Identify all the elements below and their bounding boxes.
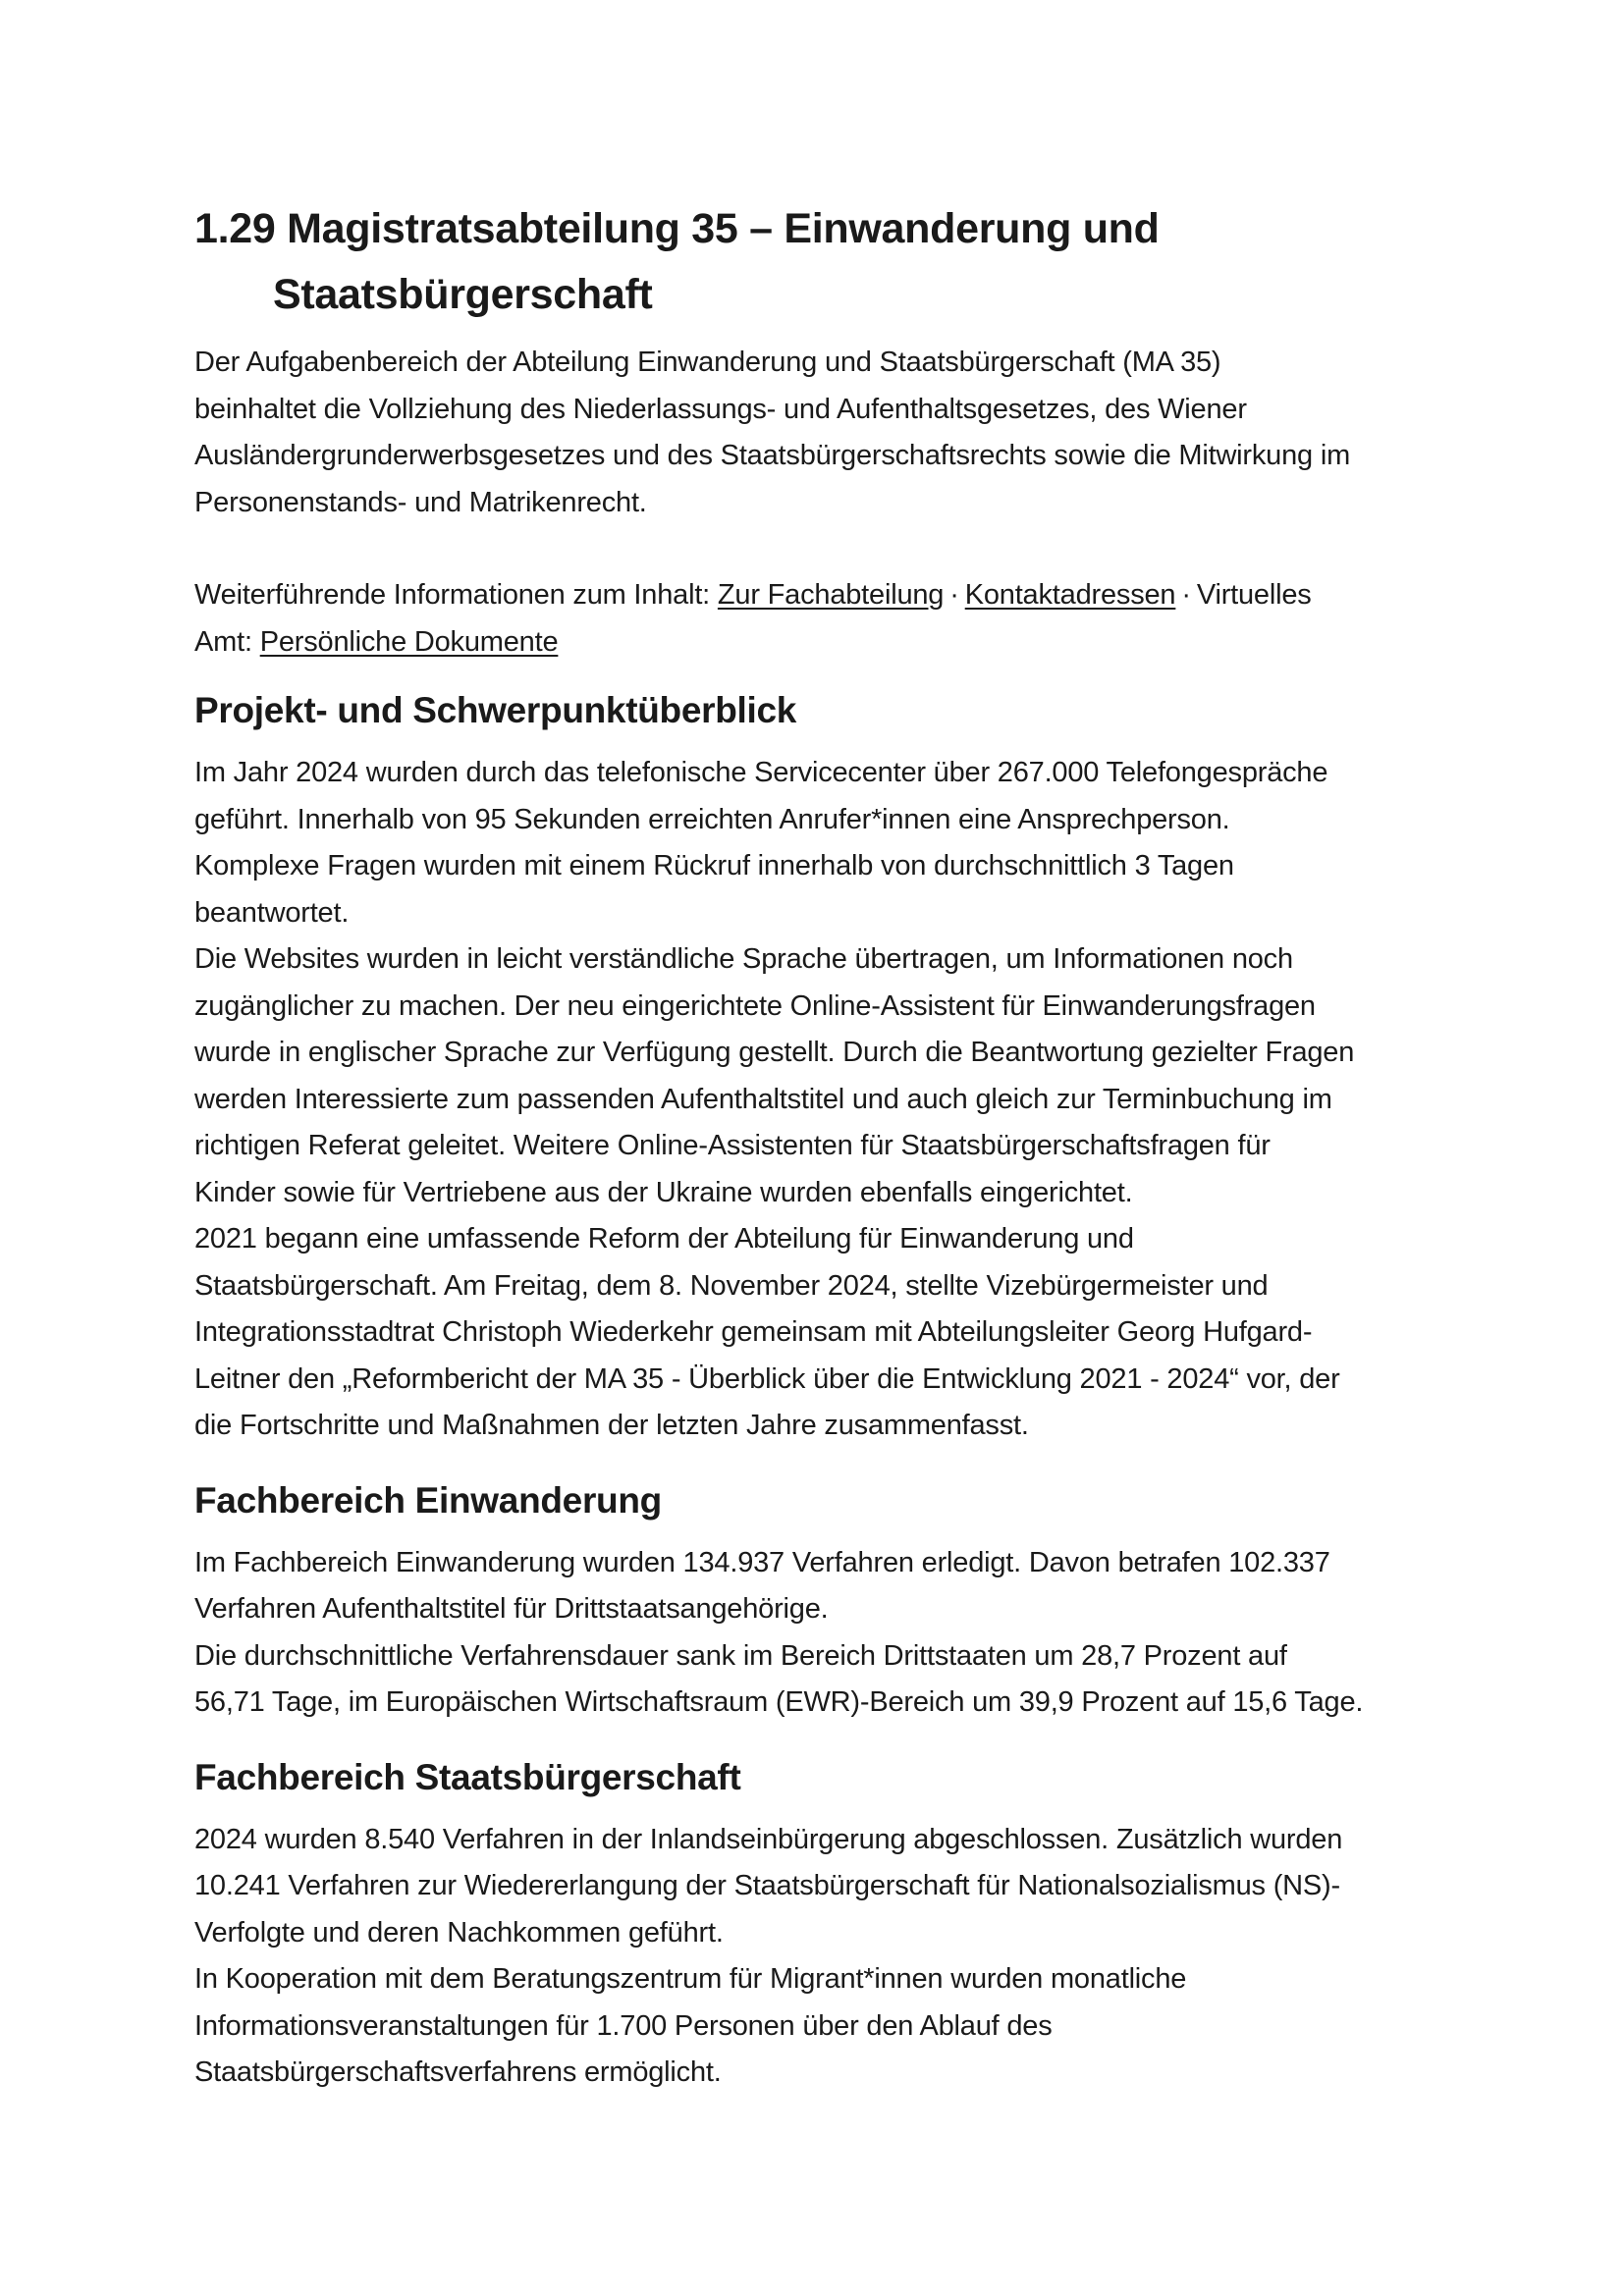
- citizenship-line: Staatsbürgerschaftsverfahrens ermöglicht.: [194, 2056, 722, 2088]
- overview-line: zugänglicher zu machen. Der neu eingerichtete Online-Assistent für Einwanderungsfragen: [194, 989, 1316, 1022]
- overview-line: beantwortet.: [194, 896, 350, 929]
- document-page: [194, 196, 1441, 2097]
- separator-dot: ·: [949, 579, 959, 611]
- overview-line: Die Websites wurden in leicht verständliche Sprache übertragen, um Informationen noch: [194, 943, 1293, 975]
- intro-line: beinhaltet die Vollziehung des Niederlassungs- und Aufenthaltsgesetzes, des Wiener: [194, 393, 1247, 425]
- further-info-amt: Amt:: [194, 625, 252, 658]
- further-info-line-1: [194, 572, 1441, 619]
- overview-line: Kinder sowie für Vertriebene aus der Ukraine wurden ebenfalls eingerichtet.: [194, 1176, 1133, 1208]
- overview-line: Leitner den „Reformbericht der MA 35 - Überblick über die Entwicklung 2021 - 2024“ vor, der: [194, 1362, 1340, 1395]
- link-persoenliche-dokumente[interactable]: Persönliche Dokumente: [259, 625, 559, 658]
- further-info-line-2: [194, 619, 1441, 667]
- overview-line: richtigen Referat geleitet. Weitere Online-Assistenten für Staatsbürgerschaftsfragen für: [194, 1130, 1271, 1161]
- overview-line: geführt. Innerhalb von 95 Sekunden erreichten Anrufer*innen eine Ansprechperson.: [194, 803, 1230, 835]
- citizenship-line: Verfolgte und deren Nachkommen geführt.: [194, 1916, 724, 1949]
- section-title-citizenship: Fachbereich Staatsbürgerschaft: [194, 1756, 741, 1797]
- citizenship-line: Informationsveranstaltungen für 1.700 Personen über den Ablauf des: [194, 2009, 1053, 2042]
- overview-line: Komplexe Fragen wurden mit einem Rückruf innerhalb von durchschnittlich 3 Tagen: [194, 850, 1234, 881]
- intro-line: Ausländergrunderwerbsgesetzes und des Staatsbürgerschaftsrechts sowie die Mitwirkung im: [194, 440, 1351, 471]
- immigration-line: Die durchschnittliche Verfahrensdauer sank im Bereich Drittstaaten um 28,7 Prozent auf: [194, 1639, 1287, 1672]
- immigration-line: Im Fachbereich Einwanderung wurden 134.937 Verfahren erledigt. Davon betrafen 102.337: [194, 1546, 1330, 1578]
- overview-line: Staatsbürgerschaft. Am Freitag, dem 8. November 2024, stellte Vizebürgermeister und: [194, 1269, 1269, 1302]
- intro-line: Personenstands- und Matrikenrecht.: [194, 486, 647, 518]
- immigration-line: Verfahren Aufenthaltstitel für Drittstaatsangehörige.: [194, 1593, 829, 1625]
- link-zur-fachabteilung[interactable]: Zur Fachabteilung: [717, 579, 945, 611]
- title-line-1: Magistratsabteilung 35 – Einwanderung und: [287, 205, 1160, 252]
- link-kontaktadressen[interactable]: Kontaktadressen: [964, 579, 1176, 611]
- overview-line: die Fortschritte und Maßnahmen der letzten Jahre zusammenfasst.: [194, 1410, 1029, 1441]
- separator-dot: ·: [1181, 579, 1191, 611]
- overview-line: 2021 begann eine umfassende Reform der Abteilung für Einwanderung und: [194, 1223, 1134, 1255]
- intro-paragraph: [194, 340, 1441, 526]
- title-line-2: Staatsbürgerschaft: [273, 271, 653, 318]
- immigration-line: 56,71 Tage, im Europäischen Wirtschaftsraum (EWR)-Bereich um 39,9 Prozent auf 15,6 Tage.: [194, 1686, 1364, 1718]
- citizenship-paragraph: [194, 1817, 1441, 2097]
- further-info-suffix: Virtuelles: [1196, 579, 1312, 611]
- overview-line: Im Jahr 2024 wurden durch das telefonische Servicecenter über 267.000 Telefongespräche: [194, 757, 1328, 788]
- further-info-prefix: Weiterführende Informationen zum Inhalt:: [194, 579, 711, 611]
- section-title-immigration: Fachbereich Einwanderung: [194, 1479, 662, 1521]
- immigration-paragraph: [194, 1540, 1441, 1727]
- citizenship-line: 2024 wurden 8.540 Verfahren in der Inlandseinbürgerung abgeschlossen. Zusätzlich wurden: [194, 1823, 1343, 1855]
- overview-line: Integrationsstadtrat Christoph Wiederkehr gemeinsam mit Abteilungsleiter Georg Hufgard-: [194, 1316, 1313, 1348]
- section-number: 1.29: [194, 205, 276, 252]
- overview-line: werden Interessierte zum passenden Aufenthaltstitel und auch gleich zur Terminbuchung im: [194, 1083, 1332, 1115]
- overview-paragraph: [194, 750, 1441, 1450]
- citizenship-line: In Kooperation mit dem Beratungszentrum für Migrant*innen wurden monatliche: [194, 1963, 1187, 1995]
- further-info: [194, 572, 1441, 666]
- page-title: [194, 196, 1441, 328]
- intro-line: Der Aufgabenbereich der Abteilung Einwanderung und Staatsbürgerschaft (MA 35): [194, 347, 1221, 378]
- section-title-overview: Projekt- und Schwerpunktüberblick: [194, 690, 797, 730]
- overview-line: wurde in englischer Sprache zur Verfügung gestellt. Durch die Beantwortung gezielter Fragen: [194, 1037, 1355, 1068]
- citizenship-line: 10.241 Verfahren zur Wiedererlangung der Staatsbürgerschaft für Nationalsozialismus (NS)-: [194, 1870, 1340, 1901]
